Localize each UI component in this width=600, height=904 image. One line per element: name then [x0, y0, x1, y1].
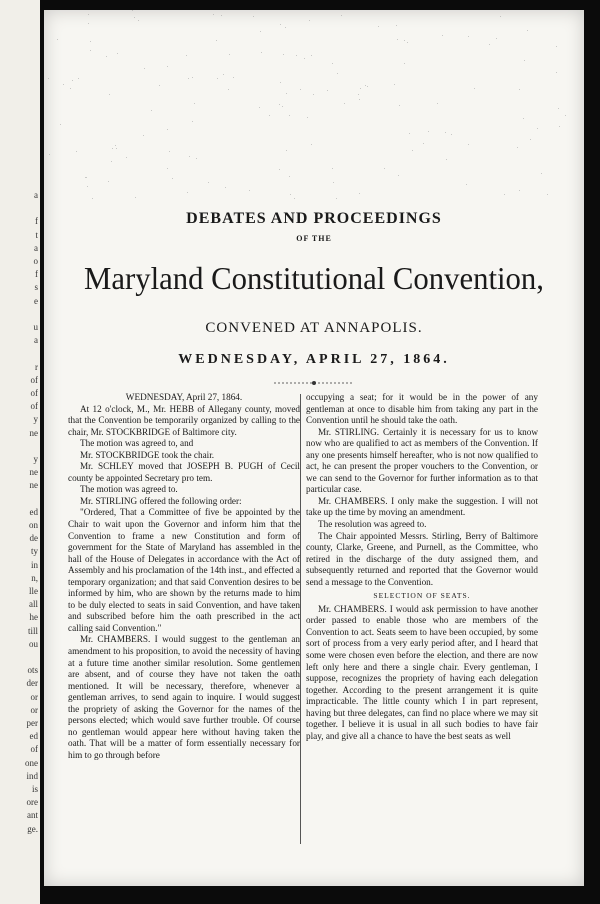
scan-speck	[249, 190, 250, 191]
scan-speck	[365, 85, 366, 86]
scan-speck	[396, 25, 397, 26]
prev-page-fragment: or	[30, 704, 38, 715]
scan-speck	[138, 20, 139, 21]
column-right	[306, 392, 538, 742]
scan-speck	[134, 17, 135, 18]
scan-speck	[547, 194, 548, 195]
prev-page-fragment: ne	[29, 480, 38, 491]
scan-speck	[332, 168, 333, 169]
scan-speck	[221, 15, 222, 16]
scan-speck	[279, 104, 280, 105]
title-convention: Maryland Constitutional Convention,	[84, 260, 544, 296]
scan-speck	[437, 103, 438, 104]
prev-page-fragment: of	[30, 744, 38, 755]
scan-speck	[132, 10, 133, 11]
scan-speck	[283, 54, 284, 55]
scan-speck	[398, 175, 399, 176]
scan-speck	[311, 144, 312, 145]
scan-speck	[115, 145, 116, 146]
scan-speck	[208, 182, 209, 183]
scan-speck	[466, 184, 467, 185]
scan-speck	[300, 89, 301, 90]
scan-speck	[344, 103, 345, 104]
prev-page-fragment: in	[30, 559, 38, 570]
scan-speck	[269, 115, 270, 116]
scan-speck	[225, 187, 226, 188]
scan-speck	[108, 181, 109, 182]
scan-speck	[213, 14, 214, 15]
prev-page-fragment: a	[34, 335, 38, 346]
prev-page-fragment: ind	[26, 770, 38, 781]
scan-speck	[260, 31, 261, 32]
scan-speck	[109, 94, 110, 95]
prev-page-fragment: ore	[26, 797, 38, 808]
scan-speck	[60, 124, 61, 125]
paragraph: Mr. STOCKBRIDGE took the chair.	[80, 449, 215, 460]
scan-speck	[524, 60, 525, 61]
scan-speck	[286, 93, 287, 94]
scan-speck	[527, 30, 528, 31]
scan-speck	[88, 23, 89, 24]
scan-speck	[289, 115, 290, 116]
scan-speck	[307, 117, 308, 118]
scan-speck	[186, 55, 187, 56]
scan-speck	[194, 103, 195, 104]
scan-speck	[49, 154, 50, 155]
scan-speck	[404, 63, 405, 64]
scan-speck	[409, 133, 410, 134]
scan-speck	[530, 139, 531, 140]
scan-speck	[192, 121, 193, 122]
scan-speck	[112, 148, 113, 149]
scan-speck	[556, 46, 557, 47]
scan-speck	[384, 168, 385, 169]
scan-speck	[188, 78, 189, 79]
prev-page-fragment: ge.	[27, 823, 38, 834]
scan-speck	[294, 198, 295, 199]
scan-speck	[541, 173, 542, 174]
prev-page-fragment: a	[34, 190, 38, 200]
scan-speck	[290, 194, 291, 195]
scan-speck	[282, 106, 283, 107]
scan-speck	[117, 53, 118, 54]
scan-speck	[468, 144, 469, 145]
scan-speck	[289, 176, 290, 177]
scan-speck	[167, 66, 168, 67]
scan-speck	[196, 158, 197, 159]
paragraph: The resolution was agreed to.	[318, 519, 427, 530]
scan-speck	[233, 77, 234, 78]
prev-page-fragment: ots	[27, 665, 38, 676]
scan-speck	[517, 147, 518, 148]
prev-page-fragment: or	[30, 691, 38, 702]
scan-speck	[359, 193, 360, 194]
scan-speck	[378, 26, 379, 27]
scan-speck	[474, 88, 475, 89]
scan-speck	[519, 190, 520, 191]
prev-page-fragment: of	[30, 374, 38, 385]
scan-speck	[309, 20, 310, 21]
prev-page-fragment: t	[35, 229, 38, 240]
scan-speck	[217, 78, 218, 79]
scan-speck	[341, 15, 342, 16]
scan-speck	[169, 151, 170, 152]
scan-speck	[442, 35, 443, 36]
prev-page-fragment: ou	[29, 638, 38, 649]
scan-speck	[229, 54, 230, 55]
prev-page-fragment: f	[35, 269, 38, 280]
scan-speck	[280, 82, 281, 83]
scan-speck	[504, 194, 505, 195]
scan-speck	[144, 68, 145, 69]
scan-speck	[399, 105, 400, 106]
scan-speck	[90, 41, 91, 42]
scan-speck	[106, 56, 107, 57]
scan-speck	[192, 77, 193, 78]
prev-page-fragment: on	[29, 520, 38, 530]
scan-speck	[78, 78, 79, 79]
paragraph: SELECTION OF SEATS.	[373, 591, 471, 601]
scan-speck	[313, 94, 314, 95]
scan-speck	[135, 197, 136, 198]
scan-speck	[423, 143, 424, 144]
scan-speck	[337, 73, 338, 74]
prev-page-fragment: ant	[27, 810, 38, 821]
prev-page-fragment: s	[34, 282, 38, 293]
scan-speck	[407, 42, 408, 43]
column-divider	[300, 394, 301, 844]
paragraph: WEDNESDAY, April 27, 1864.	[125, 392, 243, 402]
ornament-rule	[274, 380, 354, 386]
prev-page-fragment: lle	[29, 586, 38, 596]
prev-page-fragment: is	[31, 784, 38, 794]
scan-speck	[216, 40, 217, 41]
scan-speck	[445, 132, 446, 133]
scan-speck	[523, 118, 524, 119]
scan-speck	[172, 178, 173, 179]
scan-speck	[397, 39, 398, 40]
paragraph: The motion was agreed to, and	[80, 438, 194, 449]
scan-speck	[259, 107, 260, 108]
scan-speck	[187, 192, 188, 193]
scan-speck	[489, 44, 490, 45]
scan-speck	[496, 38, 497, 39]
scan-speck	[116, 148, 117, 149]
document-page	[44, 10, 584, 886]
prev-page-fragment: ne	[29, 467, 38, 478]
scan-speck	[280, 24, 281, 25]
prev-page-fragment: all	[29, 599, 38, 610]
scan-speck	[261, 52, 262, 53]
paragraph: At 12 o'clock, M., Mr. HEBB of Allegany county, moved that the Convention be temporarily organized by calling to the chair, Mr. STOCKBRIDGE of Baltimore city.	[68, 403, 300, 437]
scan-speck	[336, 198, 337, 199]
scan-speck	[333, 182, 334, 183]
scan-speck	[519, 89, 520, 90]
prev-page-fragment: der	[26, 678, 38, 689]
scan-speck	[111, 161, 112, 162]
scan-speck	[360, 88, 361, 89]
scan-speck	[404, 40, 405, 41]
scan-speck	[559, 126, 560, 127]
prev-page-fragment: e	[34, 295, 38, 306]
scan-speck	[304, 58, 305, 59]
scan-speck	[556, 72, 557, 73]
prev-page-fragment: r	[35, 361, 38, 372]
scan-speck	[500, 16, 501, 17]
scan-speck	[558, 108, 559, 109]
prev-page-fragment: he	[29, 612, 38, 623]
paragraph: Mr. STIRLING offered the following order:	[80, 495, 242, 506]
title-of-the: OF THE	[296, 234, 332, 243]
scan-speck	[63, 84, 64, 85]
scan-speck	[151, 110, 152, 111]
paragraph: Mr. CHAMBERS. I only make the suggestion. I will not take up the time by moving an amendment.	[306, 495, 538, 518]
prev-page-fragment: ed	[29, 506, 38, 517]
scan-speck	[311, 55, 312, 56]
scan-speck	[332, 63, 333, 64]
scan-speck	[537, 128, 538, 129]
prev-page-fragment: a	[34, 242, 38, 253]
scan-speck	[126, 157, 127, 158]
scan-speck	[359, 99, 360, 100]
scan-speck	[72, 80, 73, 81]
scan-speck	[285, 27, 286, 28]
scan-speck	[70, 88, 71, 89]
scan-speck	[143, 135, 144, 136]
prev-page-fragment: y	[33, 414, 38, 425]
scan-speck	[451, 134, 452, 135]
prev-page-fragment: o	[33, 256, 38, 266]
prev-page-fragment: u	[33, 322, 38, 332]
dateline: WEDNESDAY, APRIL 27, 1864.	[178, 352, 450, 367]
prev-page-fragment: of	[30, 388, 38, 398]
scan-speck	[76, 151, 77, 152]
prev-page-fragment: n,	[31, 572, 38, 583]
scan-speck	[57, 39, 58, 40]
paragraph: The motion was agreed to.	[80, 484, 178, 495]
scan-speck	[167, 129, 168, 130]
scan-speck	[327, 90, 328, 91]
scan-speck	[468, 36, 469, 37]
scan-speck	[159, 85, 160, 86]
prev-page-fragment: y	[33, 454, 38, 464]
scan-speck	[428, 131, 429, 132]
paragraph: "Ordered, That a Committee of five be appointed by the Chair to wait upon the Governor and inform him that the Convention to frame a new Constitution and form of government for the State of Maryland has assembled in the hall of the House of Delegates in accordance with the Act of Assembly and his proclamation of the 14th inst., and effected a temporary organization; and that said Convention desires to be informed by him, who are shown by the returns made to him to be duly elected to seats in said Convention, and have taken and subscribed before him the oath prescribed in the act calling said Convention."	[68, 507, 301, 633]
prev-page-fragment: of	[30, 401, 38, 412]
paragraph: Mr. CHAMBERS. I would ask permission to have another order passed to enable those who are members of the Convention to act. Seats seem to have been occupied, by some sort of process from a very early period after, and I heard that some were chosen even before the election, and there are now left only here and there a single chair. Every gentleman, I suppose, recognizes the propriety of having each delegation together. According to the present arrangement it is quite impracticable. The little county which I in part represent, having but three delegates, can find no place where we may sit together. I believe it is usual in all such bodies to have fair play, and give all a chance to have the best seats as well	[306, 603, 538, 741]
prev-page-fragment: one	[25, 757, 38, 768]
scan-speck	[228, 89, 229, 90]
prev-page-fragment: ty	[30, 546, 38, 557]
scan-speck	[358, 94, 359, 95]
scan-speck	[223, 74, 224, 75]
scan-speck	[88, 14, 89, 15]
scan-speck	[286, 150, 287, 151]
scan-speck	[90, 50, 91, 51]
scan-speck	[87, 186, 88, 187]
title-debates: DEBATES AND PROCEEDINGS	[186, 210, 442, 227]
paragraph: Mr. SCHLEY moved that JOSEPH B. PUGH of Cecil county be appointed Secretary pro tem.	[68, 461, 300, 483]
prev-page-fragment: de	[29, 533, 38, 544]
scan-speck	[85, 177, 86, 178]
scan-speck	[412, 150, 413, 151]
scan-speck	[296, 55, 297, 56]
paragraph: Mr. STIRLING. Certainly it is necessary for us to know now who are qualified to act as members of the Convention. If any one presents himself hereafter, who is not now qualified to act, he can present the proper vouchers to the Convention, or we can send to the Governor for further information as to that particular case.	[306, 426, 538, 495]
scan-speck	[446, 159, 447, 160]
prev-page-fragment: per	[26, 718, 38, 728]
scan-speck	[92, 198, 93, 199]
prev-page-fragment: ed	[29, 731, 38, 742]
scan-speck	[253, 16, 254, 17]
scan-speck	[367, 86, 368, 87]
scan-speck	[394, 84, 395, 85]
scan-speck	[565, 115, 566, 116]
prev-page-fragment: ne	[29, 427, 38, 438]
paragraph: Mr. CHAMBERS. I would suggest to the gentleman an amendment to his proposition, to avoid the necessity of having at a future time another similar resolution. Some gentlemen are absent, and of course they have not taken the oath mentioned. It will be necessary, therefore, whenever a gentleman arrives, to send again to inquire. I would suggest the propriety of asking the Governor for the names of the persons elected; which would save further trouble. Of course no gentleman would appear here without having taken the oath. That will be a matter of form essentially necessary for him to go through before	[68, 634, 300, 760]
column-left	[68, 392, 300, 762]
paragraph: occupying a seat; for it would be in the power of any gentleman at once to disable him from taking any part in the Convention until he should take the oath.	[306, 392, 538, 426]
title-convened: CONVENED AT ANNAPOLIS.	[205, 320, 423, 336]
scan-speck	[279, 169, 280, 170]
previous-page-strip	[0, 0, 40, 904]
scan-speck	[48, 78, 49, 79]
paragraph: The Chair appointed Messrs. Stirling, Berry of Baltimore county, Clarke, Greene, and Purnell, as the Committee, who retired in the discharge of the duty assigned them, and subsequently returned and reported that the Governor would send a message to the Convention.	[306, 530, 538, 587]
prev-page-fragment: till	[27, 625, 38, 636]
scan-speck	[189, 156, 190, 157]
prev-page-fragment: f	[35, 216, 38, 227]
scan-speck	[167, 168, 168, 169]
